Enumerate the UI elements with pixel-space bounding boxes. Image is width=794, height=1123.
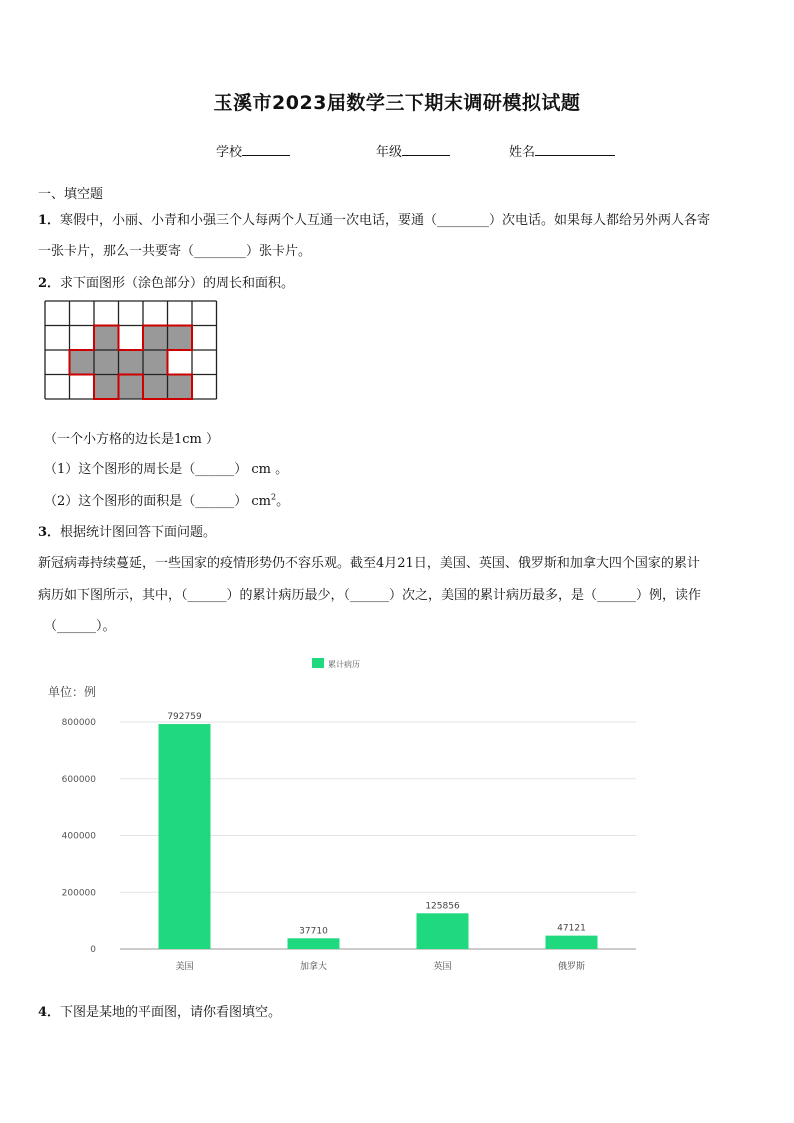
shaded-cell (168, 326, 193, 351)
name-field (509, 141, 615, 160)
shaded-cell (94, 326, 119, 351)
bar-value-label: 792759 (167, 712, 202, 723)
school-label: 学校 (216, 145, 243, 160)
y-tick-label: 200000 (61, 888, 96, 899)
q1-number: 1． (38, 213, 61, 228)
q3-text: 根据统计图回答下面问题。 (60, 525, 217, 540)
y-tick-label: 600000 (61, 774, 96, 785)
bar-chart (40, 650, 650, 980)
y-tick-label: 0 (90, 945, 96, 955)
q2-number: 2． (38, 276, 61, 291)
bar (159, 724, 211, 949)
q4-line (38, 1001, 281, 1020)
q2-text: 求下面图形（涂色部分）的周长和面积。 (60, 276, 295, 291)
section-heading: 一、填空题 (38, 187, 104, 202)
bar-value-label: 37710 (299, 926, 328, 937)
shaded-cell (94, 350, 119, 375)
bar-value-label: 125856 (425, 901, 460, 912)
q2-line (38, 272, 294, 291)
bar (288, 938, 340, 949)
y-tick-label: 400000 (61, 831, 96, 842)
shaded-cell (94, 375, 119, 400)
shaded-cell (168, 375, 193, 400)
bar (417, 913, 469, 949)
shaded-cell (143, 375, 168, 400)
grade-blank[interactable] (402, 143, 450, 156)
grid-figure (44, 300, 218, 410)
grade-label: 年级 (376, 145, 403, 160)
x-tick-label: 俄罗斯 (557, 962, 586, 972)
q3-para2: 病历如下图所示，其中，（______）的累计病历最少，（______）次之，美国的累计病历最多，是（______）例，读作 (38, 588, 702, 603)
legend-swatch (312, 658, 324, 668)
name-label: 姓名 (509, 145, 536, 160)
q1-line2: 一张卡片，那么一共要寄（________）张卡片。 (38, 244, 312, 259)
q4-number: 4． (38, 1005, 61, 1020)
q3-line (38, 521, 216, 540)
q4-text: 下图是某地的平面图，请你看图填空。 (60, 1005, 282, 1020)
name-blank[interactable] (535, 143, 615, 156)
x-tick-label: 英国 (433, 962, 452, 972)
q1-line1 (38, 209, 710, 228)
shaded-cell (143, 350, 168, 375)
q2-sub2 (44, 490, 289, 509)
q3-para1: 新冠病毒持续蔓延，一些国家的疫情形势仍不容乐观。截至4月21日，美国、英国、俄罗斯和加拿大四个国家的累计 (38, 556, 700, 571)
shaded-cell (143, 326, 168, 351)
x-tick-label: 加拿大 (299, 962, 328, 972)
q2-sub2-sup: 2 (271, 492, 277, 502)
q3-para3: （______）。 (44, 619, 116, 634)
q2-sub2-end: 。 (276, 494, 290, 509)
q2-sub1: （1）这个图形的周长是（______） cm 。 (44, 462, 289, 477)
x-tick-label: 美国 (175, 962, 194, 972)
page-title: 玉溪市2023届数学三下期末调研模拟试题 (213, 92, 581, 114)
bar-value-label: 47121 (557, 923, 586, 934)
y-tick-label: 800000 (61, 718, 96, 728)
school-blank[interactable] (242, 143, 290, 156)
q3-number: 3． (38, 525, 61, 540)
shaded-cell (70, 350, 95, 375)
q2-note: （一个小方格的边长是1cm ） (44, 432, 220, 447)
q2-sub2-text: （2）这个图形的面积是（______） cm (44, 494, 272, 509)
q1-text1: 寒假中，小丽、小青和小强三个人每两个人互通一次电话，要通（________）次电话。如果每人都给另外两人各寄 (60, 213, 711, 228)
legend-label: 累计病历 (328, 660, 360, 669)
grade-field (376, 141, 450, 160)
school-field (216, 141, 290, 160)
shaded-cell (119, 375, 144, 400)
bar (546, 936, 598, 949)
chart-y-label: 单位：例 (48, 685, 97, 699)
shaded-cell (119, 350, 144, 375)
